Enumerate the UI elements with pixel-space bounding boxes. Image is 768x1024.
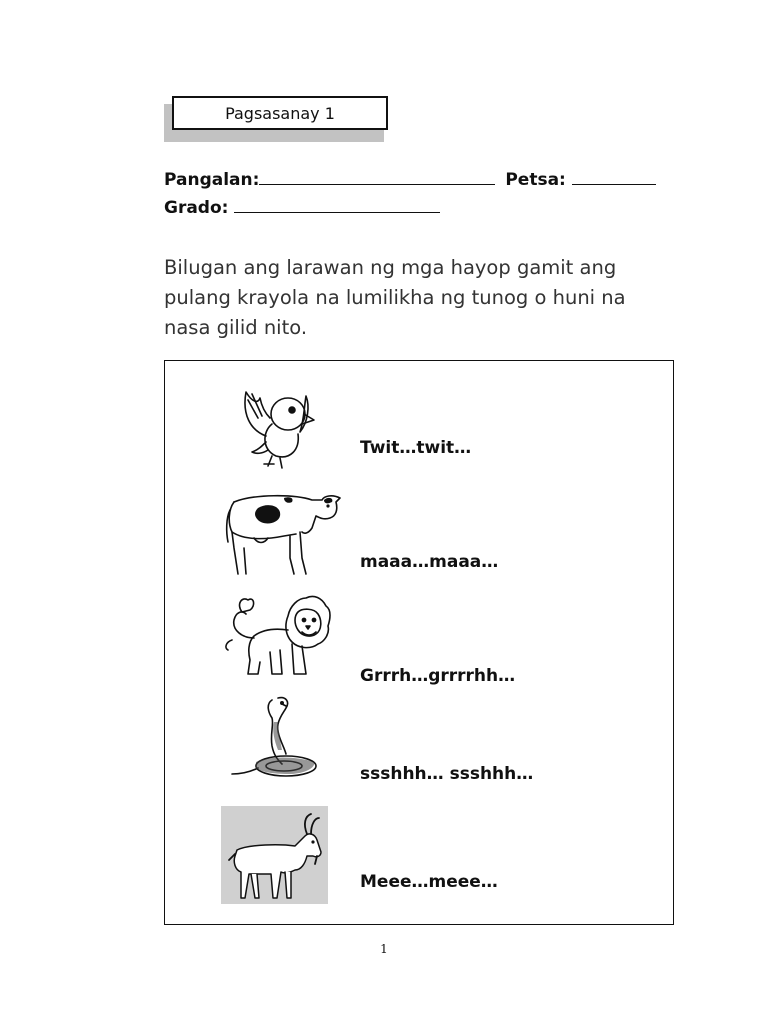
grade-blank[interactable] [234,196,440,213]
sound-bird: Twit…twit… [360,438,472,458]
name-blank[interactable] [259,168,495,185]
grade-label: Grado: [164,198,229,218]
bird-icon[interactable] [236,384,316,470]
date-blank[interactable] [572,168,656,185]
snake-icon[interactable] [226,694,320,784]
worksheet-title: Pagsasanay 1 [172,96,388,130]
name-label: Pangalan: [164,170,260,190]
sound-cow: maaa…maaa… [360,552,499,572]
page-number: 1 [380,942,388,956]
sound-snake: ssshhh… ssshhh… [360,764,534,784]
instructions-text: Bilugan ang larawan ng mga hayop gamit ang pulang krayola na lumilikha ng tunog o huni na nasa gilid nito. [164,256,626,339]
goat-icon[interactable] [221,806,328,904]
lion-icon[interactable] [218,590,334,680]
date-label: Petsa: [505,170,566,190]
name-date-row [164,168,656,190]
sound-lion: Grrrh…grrrrhh… [360,666,516,686]
sound-goat: Meee…meee… [360,872,498,892]
cow-icon[interactable] [224,488,344,578]
grade-row [164,196,440,218]
